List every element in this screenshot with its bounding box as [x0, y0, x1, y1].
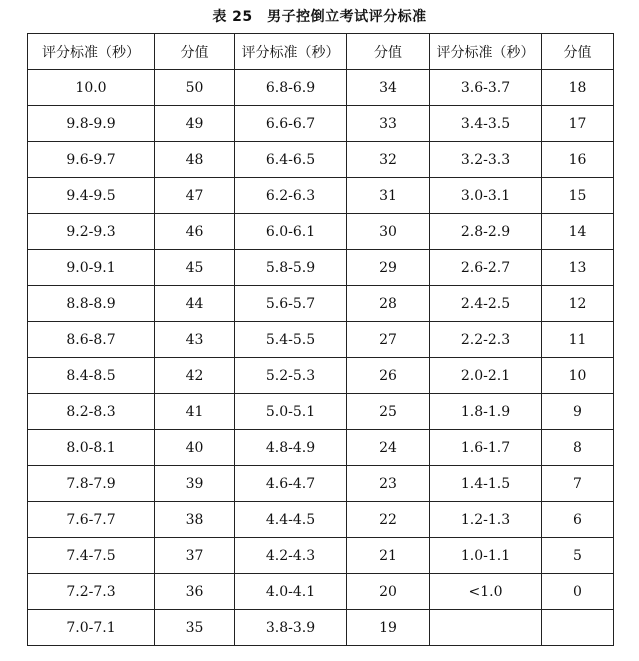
- score-cell: 24: [347, 430, 430, 466]
- score-cell: 22: [347, 502, 430, 538]
- standard-cell: 2.8-2.9: [430, 214, 542, 250]
- standard-cell: 8.6-8.7: [28, 322, 155, 358]
- score-cell: 25: [347, 394, 430, 430]
- score-cell: 35: [155, 610, 235, 646]
- score-cell: 27: [347, 322, 430, 358]
- score-cell: 41: [155, 394, 235, 430]
- standard-cell: 9.2-9.3: [28, 214, 155, 250]
- table-row: [28, 106, 614, 142]
- standard-cell: 2.0-2.1: [430, 358, 542, 394]
- score-cell: 9: [542, 394, 614, 430]
- standard-cell: 7.8-7.9: [28, 466, 155, 502]
- standard-cell: 1.0-1.1: [430, 538, 542, 574]
- table-body: [28, 70, 614, 646]
- standard-cell: 3.8-3.9: [235, 610, 347, 646]
- standard-cell: 5.0-5.1: [235, 394, 347, 430]
- header-cell-score: 分值: [347, 34, 430, 70]
- table-title: 表 25 男子控倒立考试评分标准: [212, 9, 427, 25]
- score-cell: 42: [155, 358, 235, 394]
- score-cell: 10: [542, 358, 614, 394]
- standard-cell: <1.0: [430, 574, 542, 610]
- score-cell: 37: [155, 538, 235, 574]
- score-cell: 31: [347, 178, 430, 214]
- table-row: [28, 610, 614, 646]
- standard-cell: 5.6-5.7: [235, 286, 347, 322]
- standard-cell: 3.4-3.5: [430, 106, 542, 142]
- standard-cell: 10.0: [28, 70, 155, 106]
- table-row: [28, 214, 614, 250]
- table-row: [28, 502, 614, 538]
- standard-cell: 4.2-4.3: [235, 538, 347, 574]
- standard-cell: 3.2-3.3: [430, 142, 542, 178]
- table-row: [28, 574, 614, 610]
- score-cell: 7: [542, 466, 614, 502]
- table-row: [28, 466, 614, 502]
- table-row: [28, 322, 614, 358]
- score-cell: 0: [542, 574, 614, 610]
- score-cell: 15: [542, 178, 614, 214]
- table-row: [28, 358, 614, 394]
- score-cell: 28: [347, 286, 430, 322]
- standard-cell: 7.0-7.1: [28, 610, 155, 646]
- score-cell: 34: [347, 70, 430, 106]
- score-cell: 17: [542, 106, 614, 142]
- score-cell: 48: [155, 142, 235, 178]
- score-cell: 19: [347, 610, 430, 646]
- score-table: [27, 33, 614, 646]
- table-row: [28, 178, 614, 214]
- score-cell: 39: [155, 466, 235, 502]
- standard-cell: 6.0-6.1: [235, 214, 347, 250]
- standard-cell: 4.4-4.5: [235, 502, 347, 538]
- score-cell: 33: [347, 106, 430, 142]
- standard-cell: 3.0-3.1: [430, 178, 542, 214]
- score-cell: 38: [155, 502, 235, 538]
- score-cell: 14: [542, 214, 614, 250]
- standard-cell: 1.6-1.7: [430, 430, 542, 466]
- score-cell: 30: [347, 214, 430, 250]
- table-row: [28, 142, 614, 178]
- standard-cell: 9.6-9.7: [28, 142, 155, 178]
- standard-cell: [430, 610, 542, 646]
- standard-cell: 1.8-1.9: [430, 394, 542, 430]
- score-cell: 21: [347, 538, 430, 574]
- score-cell: 6: [542, 502, 614, 538]
- score-cell: 47: [155, 178, 235, 214]
- header-cell-score: 分值: [542, 34, 614, 70]
- header-cell-score: 分值: [155, 34, 235, 70]
- standard-cell: 8.8-8.9: [28, 286, 155, 322]
- standard-cell: 8.4-8.5: [28, 358, 155, 394]
- header-cell-standard: 评分标准（秒）: [235, 34, 347, 70]
- score-cell: 49: [155, 106, 235, 142]
- header-cell-standard: 评分标准（秒）: [430, 34, 542, 70]
- score-cell: 11: [542, 322, 614, 358]
- standard-cell: 4.0-4.1: [235, 574, 347, 610]
- standard-cell: 9.8-9.9: [28, 106, 155, 142]
- score-cell: 44: [155, 286, 235, 322]
- standard-cell: 1.2-1.3: [430, 502, 542, 538]
- standard-cell: 2.4-2.5: [430, 286, 542, 322]
- standard-cell: 7.4-7.5: [28, 538, 155, 574]
- standard-cell: 1.4-1.5: [430, 466, 542, 502]
- score-cell: 8: [542, 430, 614, 466]
- standard-cell: 8.2-8.3: [28, 394, 155, 430]
- score-cell: 36: [155, 574, 235, 610]
- score-cell: 16: [542, 142, 614, 178]
- standard-cell: 9.4-9.5: [28, 178, 155, 214]
- table-row: [28, 70, 614, 106]
- standard-cell: 4.6-4.7: [235, 466, 347, 502]
- score-cell: 40: [155, 430, 235, 466]
- score-cell: 18: [542, 70, 614, 106]
- standard-cell: 4.8-4.9: [235, 430, 347, 466]
- standard-cell: 2.6-2.7: [430, 250, 542, 286]
- score-cell: 29: [347, 250, 430, 286]
- score-cell: 45: [155, 250, 235, 286]
- score-cell: 23: [347, 466, 430, 502]
- standard-cell: 5.8-5.9: [235, 250, 347, 286]
- standard-cell: 5.4-5.5: [235, 322, 347, 358]
- standard-cell: 7.6-7.7: [28, 502, 155, 538]
- standard-cell: 6.2-6.3: [235, 178, 347, 214]
- table-row: [28, 430, 614, 466]
- table-row: [28, 250, 614, 286]
- score-cell: 5: [542, 538, 614, 574]
- score-cell: 32: [347, 142, 430, 178]
- standard-cell: 3.6-3.7: [430, 70, 542, 106]
- standard-cell: 6.8-6.9: [235, 70, 347, 106]
- score-cell: [542, 610, 614, 646]
- score-cell: 50: [155, 70, 235, 106]
- table-row: [28, 538, 614, 574]
- header-cell-standard: 评分标准（秒）: [28, 34, 155, 70]
- standard-cell: 9.0-9.1: [28, 250, 155, 286]
- score-cell: 46: [155, 214, 235, 250]
- score-cell: 20: [347, 574, 430, 610]
- score-cell: 26: [347, 358, 430, 394]
- standard-cell: 6.4-6.5: [235, 142, 347, 178]
- table-row: [28, 286, 614, 322]
- header-row: [28, 34, 614, 70]
- table-row: [28, 394, 614, 430]
- standard-cell: 8.0-8.1: [28, 430, 155, 466]
- score-cell: 12: [542, 286, 614, 322]
- score-cell: 43: [155, 322, 235, 358]
- standard-cell: 7.2-7.3: [28, 574, 155, 610]
- standard-cell: 6.6-6.7: [235, 106, 347, 142]
- standard-cell: 5.2-5.3: [235, 358, 347, 394]
- standard-cell: 2.2-2.3: [430, 322, 542, 358]
- score-cell: 13: [542, 250, 614, 286]
